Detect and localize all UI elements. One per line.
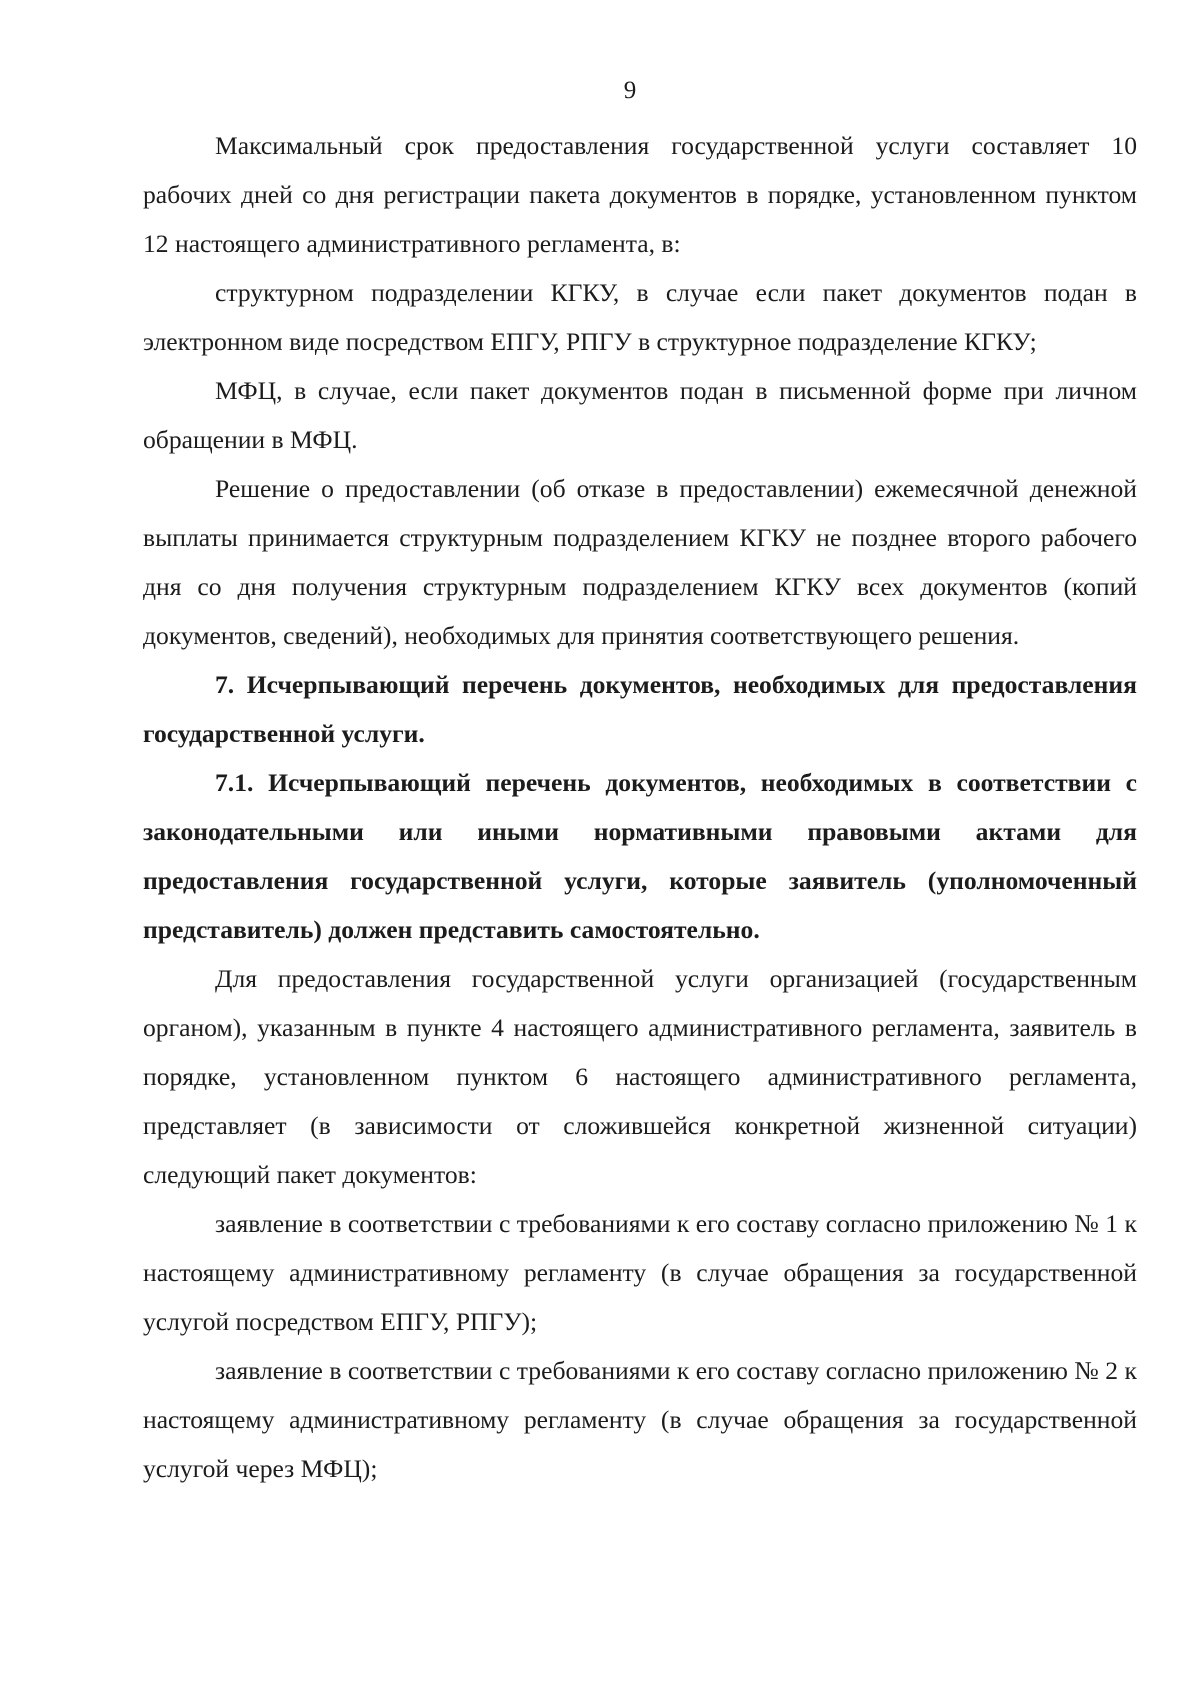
document-body [143, 121, 1137, 1493]
paragraph-max-term: Максимальный срок предоставления государственной услуги составляет 10 рабочих дней со дня регистрации пакета документов в порядке, установленном пунктом 12 настоящего административного регламента, в: [143, 131, 1137, 258]
paragraph-mfc: МФЦ, в случае, если пакет документов подан в письменной форме при личном обращении в МФЦ. [143, 376, 1137, 454]
paragraph-application-1: заявление в соответствии с требованиями к его составу согласно приложению № 1 к настоящему административному регламенту (в случае обращения за государственной услугой посредством ЕПГУ, РПГУ); [143, 1209, 1137, 1336]
paragraph-decision: Решение о предоставлении (об отказе в предоставлении) ежемесячной денежной выплаты принимается структурным подразделением КГКУ не позднее второго рабочего дня со дня получения структурным подразделением КГКУ всех документов (копий документов, сведений), необходимых для принятия соответствующего решения. [143, 474, 1137, 650]
page-number: 9 [623, 77, 637, 104]
section-heading-7-1: 7.1. Исчерпывающий перечень документов, необходимых в соответствии с законодательными или иными нормативными правовыми актами для предоставления государственной услуги, которые заявитель (уполномоченный представитель) должен представить самостоятельно. [143, 768, 1137, 944]
paragraph-application-2: заявление в соответствии с требованиями к его составу согласно приложению № 2 к настоящему административному регламенту (в случае обращения за государственной услугой через МФЦ); [143, 1356, 1137, 1483]
section-heading-7: 7. Исчерпывающий перечень документов, необходимых для предоставления государственной услуги. [143, 670, 1137, 748]
paragraph-documents-package: Для предоставления государственной услуги организацией (государственным органом), указанным в пункте 4 настоящего административного регламента, заявитель в порядке, установленном пунктом 6 настоящего административного регламента, представляет (в зависимости от сложившейся конкретной жизненной ситуации) следующий пакет документов: [143, 964, 1137, 1189]
paragraph-structural-unit: структурном подразделении КГКУ, в случае если пакет документов подан в электронном виде посредством ЕПГУ, РПГУ в структурное подразделение КГКУ; [143, 278, 1137, 356]
